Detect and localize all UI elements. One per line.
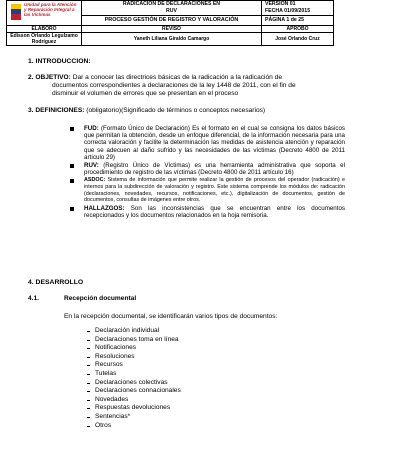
list-item-label: Otros [95, 421, 112, 429]
aprobo-label: APROBÓ [262, 26, 334, 33]
definition-item-fud [70, 125, 345, 161]
list-item-label: Declaraciones connacionales [95, 387, 181, 395]
date-label: FECHA 01/09/2015 [265, 8, 311, 14]
dash-bullet-icon [87, 417, 90, 418]
dash-bullet-icon [87, 348, 90, 349]
definition-term: ASDOC: [84, 177, 106, 184]
dash-bullet-icon [87, 365, 90, 366]
aprobo-name: José Orlando Cruz [262, 33, 334, 46]
document-types-list [87, 327, 181, 430]
dash-bullet-icon [87, 383, 90, 384]
definition-item-ruv [70, 162, 345, 176]
list-item [87, 370, 181, 379]
definition-text: (Formato Único de Declaración) Es el formato en el cual se consigna los datos básicos que permitan la obtención, desde un enfoque diferencial, de la información necesaria para una correcta valoración y facilite la determinación las medidas de asistencia atención y reparación que se adecuen al daño sufrido y las necesidades de las víctimas (Decreto 4800 de 2011 artículo 29) [84, 125, 345, 161]
dash-bullet-icon [87, 400, 90, 401]
list-item-label: Notificaciones [95, 344, 137, 352]
section-3-heading: 3. DEFINICIONES: [28, 107, 85, 114]
list-item [87, 361, 181, 370]
section-4-1-title: Recepción documental [64, 295, 137, 302]
elaboro-name: Edisson Orlando Legulzamo Rodríguez [7, 33, 82, 46]
version-label: VERSIÓN 01 [265, 1, 296, 7]
list-item-label: Recursos [95, 361, 123, 369]
list-item-label: Declaraciones toma en línea [95, 335, 179, 343]
list-item [87, 379, 181, 388]
elaboro-label: ELABORÓ [7, 26, 82, 33]
list-item [87, 353, 181, 362]
list-item-label: Sentencias* [95, 412, 131, 420]
title-line-1: RADICACIÓN DE DECLARACIONES EN [122, 0, 221, 7]
section-4-1-intro: En la recepción documental, se identificarán varios tipos de documentos: [64, 313, 278, 320]
definitions-list [70, 125, 345, 220]
section-4-1-number: 4.1. [28, 295, 39, 302]
list-item-label: Tutelas [95, 369, 117, 377]
list-item [87, 336, 181, 345]
list-item-label: Respuestas devoluciones [95, 404, 171, 412]
process-name: PROCESO GESTIÓN DE REGISTRO Y VALORACIÓN [82, 16, 262, 26]
list-item [87, 404, 181, 413]
list-item [87, 422, 181, 431]
page-label: PÁGINA 1 de 25 [262, 16, 334, 26]
dash-bullet-icon [87, 357, 90, 358]
definition-term: FUD: [84, 125, 99, 132]
version-cell [262, 1, 334, 16]
section-3-note: (obligatorio)(Significado de términos o conceptos necesarios) [86, 107, 266, 114]
dash-bullet-icon [87, 408, 90, 409]
document-header-table [6, 0, 334, 46]
list-item [87, 396, 181, 405]
dash-bullet-icon [87, 331, 90, 332]
section-2-line-1: Dar a conocer las directrices básicas de la radicación a la radicación de [72, 74, 282, 81]
definition-text: (Registro Único de Víctimas) es una herramienta administrativa que soporta el procedimiento de registro de las víctimas (Decreto 4800 de 2011 artículo 16) [84, 162, 345, 177]
list-item [87, 344, 181, 353]
list-item-label: Novedades [95, 395, 129, 403]
list-item-label: Declaraciones colectivas [95, 378, 168, 386]
dash-bullet-icon [87, 426, 90, 427]
section-2-line-2: documentos correspondientes a declaraciones de la ley 1448 de 2011, con el fin de [52, 82, 296, 89]
list-item [87, 413, 181, 422]
bullet-icon [70, 127, 74, 131]
list-item [87, 327, 181, 336]
logo-text: Unidad para la Atención y Reparación Integral a las Víctimas [24, 2, 77, 18]
definition-text: Son las inconsistencias que se encuentran entre los documentos recepcionados y los documentos relacionados en la hoja remisoria. [84, 204, 345, 219]
section-2-heading: 2. OBJETIVO: [28, 74, 71, 81]
dash-bullet-icon [87, 391, 90, 392]
section-3 [28, 107, 265, 115]
reviso-label: REVISÓ [82, 26, 262, 33]
definition-item-asdoc [70, 177, 345, 203]
list-item [87, 387, 181, 396]
bullet-icon [70, 164, 74, 168]
document-title [82, 1, 262, 16]
definition-term: RUV: [84, 162, 99, 170]
title-line-2: RUV [166, 7, 177, 14]
section-2 [28, 74, 340, 82]
bullet-icon [70, 207, 74, 211]
reviso-name: Yaneth Liliana Giraldo Camargo [82, 33, 262, 46]
bullet-icon [70, 179, 74, 183]
section-4-heading: 4. DESARROLLO [28, 279, 84, 286]
definition-term: HALLAZGOS: [84, 204, 125, 212]
colombia-shield-icon [11, 4, 21, 20]
list-item-label: Declaración individual [95, 327, 160, 334]
definition-text: Sistema de información que permite realizar la gestión de procesos del operador (radicación) e internos para la subdirección de valoración y registro. Este sistema comprende los módulos de: radicación (declaraciones, novedades, recursos, notificaciones, etc.), digitalización de documentos, gestión de documentos, consultas de imágenes entre otros. [84, 177, 345, 204]
list-item-label: Resoluciones [95, 352, 135, 360]
logo-cell [7, 1, 82, 26]
definition-item-hallazgos [70, 205, 345, 219]
dash-bullet-icon [87, 340, 90, 341]
dash-bullet-icon [87, 374, 90, 375]
section-1-heading: 1. INTRODUCCION: [28, 58, 91, 65]
section-2-line-3: disminuir el volumen de errores que se presentan en el proceso [52, 90, 239, 97]
